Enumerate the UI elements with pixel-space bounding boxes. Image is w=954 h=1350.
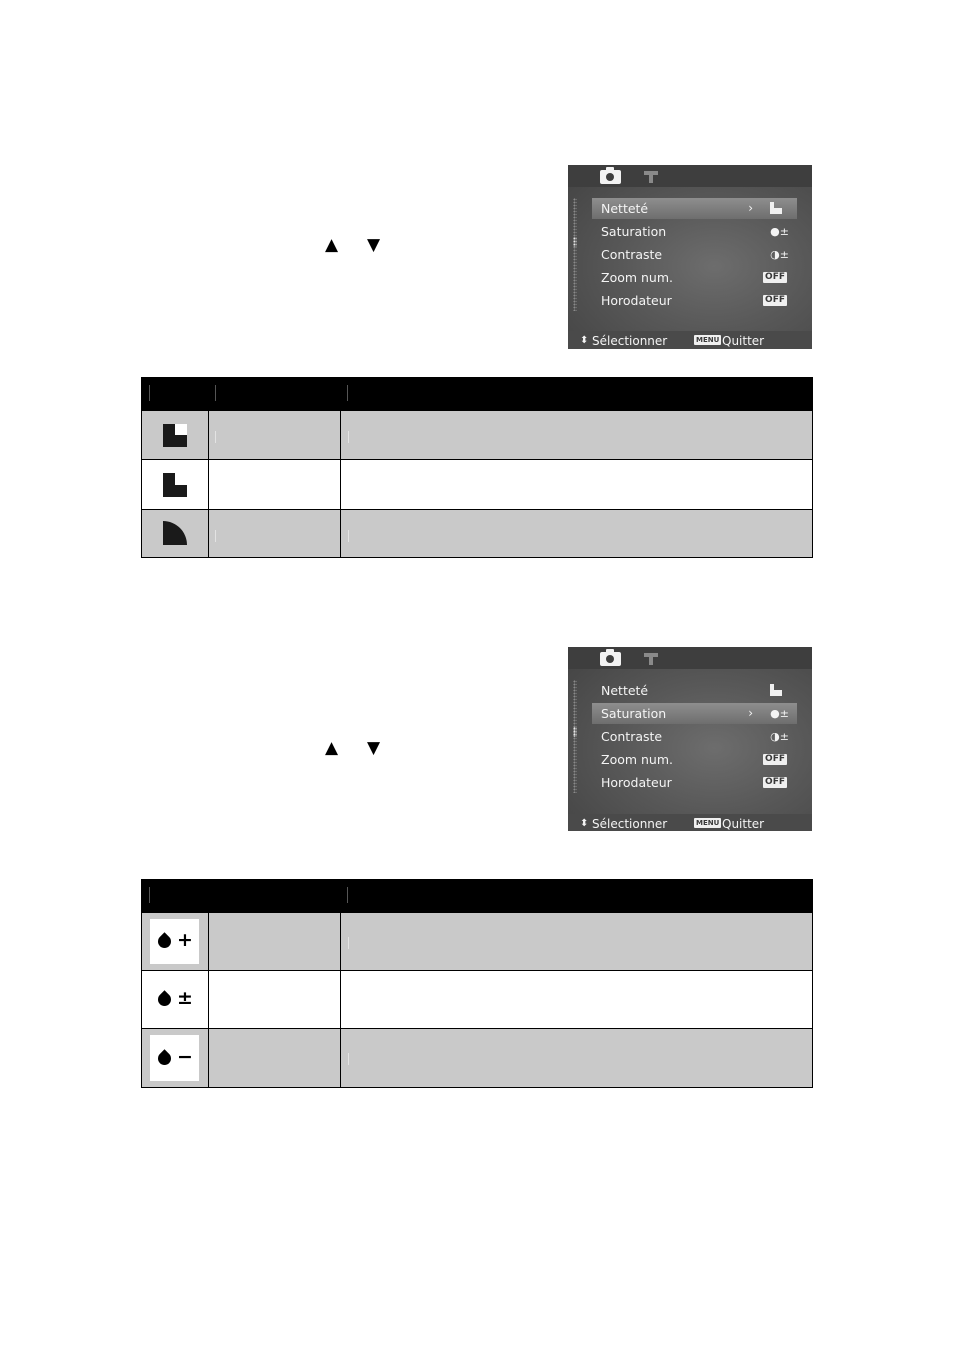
sharp-soft-icon [163,521,187,545]
screen-footer: ⬍ Sélectionner MENU Quitter [568,331,812,349]
screen-footer: ⬍ Sélectionner MENU Quitter [568,814,812,831]
table-row [141,460,813,510]
sharpness-icon [770,684,782,696]
table-header [141,377,813,411]
saturation-table [141,879,813,1088]
menu-item-horodateur[interactable]: Horodateur OFF [601,293,785,308]
sharpness-icon [770,202,782,214]
saturation-high-icon: + [150,919,199,964]
sharpness-table [141,377,813,558]
off-badge: OFF [765,272,785,282]
up-arrow-icon: ▲ [325,738,339,758]
down-arrow-icon: ▼ [367,235,381,255]
table-row [141,1029,813,1088]
sharp-normal-icon [163,473,187,497]
scroll-indicator [573,198,577,311]
off-badge: OFF [765,754,785,764]
contrast-value-icon: ◑± [770,730,789,743]
scroll-position [573,727,577,737]
menu-button-icon: MENU [696,819,720,827]
camera-screen-sharpness [568,165,812,349]
menu-item-zoom-num[interactable]: Zoom num. OFF [601,752,785,767]
contrast-value-icon: ◑± [770,248,789,261]
menu-item-zoom-num[interactable]: Zoom num. OFF [601,270,785,285]
up-arrow-icon: ▲ [325,235,339,255]
scroll-position [573,237,577,247]
table-row [141,510,813,558]
updown-arrows-icon: ⬍ [580,818,589,829]
chevron-right-icon: › [748,201,753,215]
menu-item-contraste[interactable]: Contraste ◑± [601,726,797,747]
table-row [141,411,813,460]
table-header [141,879,813,913]
menu-button-icon: MENU [696,336,720,344]
menu-item-nettete[interactable]: Netteté › [592,198,797,219]
saturation-value-icon: ●± [770,225,789,238]
setup-tab-icon[interactable] [644,653,658,665]
updown-arrows-icon: ⬍ [580,335,589,346]
menu-item-horodateur[interactable]: Horodateur OFF [601,775,785,790]
table-row [141,913,813,971]
menu-item-nettete[interactable]: Netteté [601,680,797,701]
saturation-value-icon: ●± [770,707,789,720]
camera-tab-icon[interactable] [600,652,621,666]
setup-tab-icon[interactable] [644,171,658,183]
saturation-low-icon: − [150,1035,199,1081]
camera-screen-saturation [568,647,812,831]
menu-item-contraste[interactable]: Contraste ◑± [601,244,797,265]
saturation-normal-icon: ± [150,977,199,1022]
menu-item-saturation[interactable]: Saturation › ●± [592,703,797,724]
camera-tab-icon[interactable] [600,170,621,184]
off-badge: OFF [765,295,785,305]
chevron-right-icon: › [748,706,753,720]
sharp-high-icon [163,424,187,447]
table-row [141,971,813,1029]
off-badge: OFF [765,777,785,787]
menu-item-saturation[interactable]: Saturation ●± [601,221,797,242]
down-arrow-icon: ▼ [367,738,381,758]
